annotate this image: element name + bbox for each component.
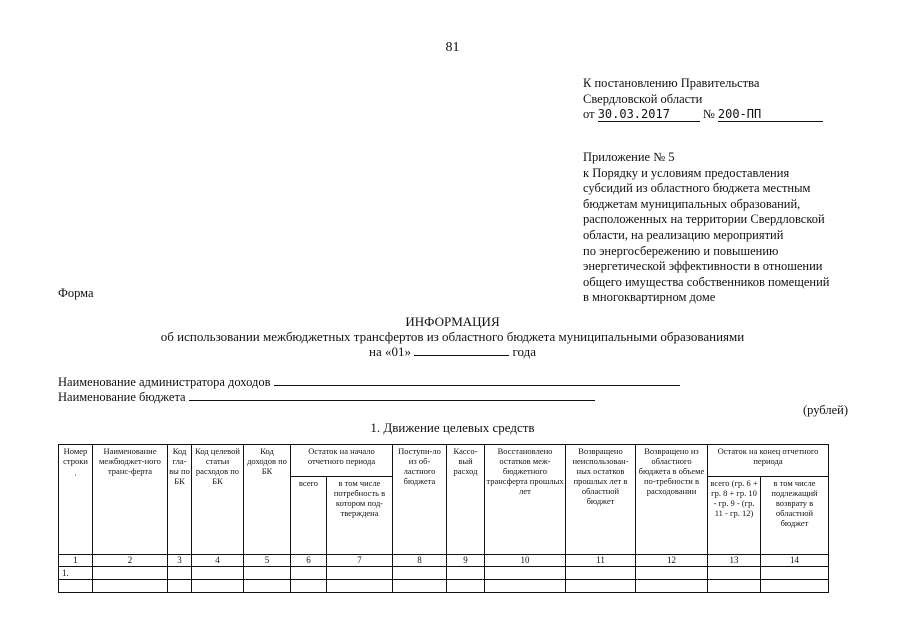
- table-cell[interactable]: [327, 580, 393, 593]
- appendix-line: к Порядку и условиям предоставления: [583, 165, 790, 180]
- header-row-number-text: Номер строки: [63, 446, 88, 466]
- header-opening-confirmed: в том числе потребность в котором под-тверждена: [327, 477, 393, 555]
- table-cell[interactable]: [761, 580, 829, 593]
- table-row: [59, 580, 829, 593]
- administrator-field: [58, 374, 680, 390]
- table-cell[interactable]: [447, 567, 485, 580]
- table-cell[interactable]: [485, 567, 566, 580]
- header-dot: ·: [74, 470, 77, 480]
- appendix-line: субсидий из областного бюджета местным: [583, 181, 811, 196]
- column-number: 7: [327, 555, 393, 567]
- header-closing-total: всего (гр. 6 + гр. 8 + гр. 10 - гр. 9 - (гр. 11 - гр. 12): [708, 477, 761, 555]
- table-cell[interactable]: [566, 580, 636, 593]
- header-returned-unused: Возвращено неиспользован-ных остатков прошлых лет в областной бюджет: [566, 445, 636, 555]
- column-number: 5: [244, 555, 291, 567]
- header-transfer-name: Наименование межбюджет-ного транс-ферта: [93, 445, 168, 555]
- column-number: 8: [393, 555, 447, 567]
- title-date-line: [0, 344, 905, 359]
- table-cell[interactable]: [93, 580, 168, 593]
- table-cell[interactable]: [761, 567, 829, 580]
- document-title: [0, 314, 905, 359]
- administrator-label: Наименование администратора доходов: [58, 375, 271, 389]
- column-number: 11: [566, 555, 636, 567]
- table-cell[interactable]: [168, 567, 192, 580]
- title-heading: ИНФОРМАЦИЯ: [405, 314, 500, 329]
- budget-field: [58, 389, 595, 405]
- header-received: Поступи-ло из об-ластного бюджета: [393, 445, 447, 555]
- table-cell[interactable]: [708, 580, 761, 593]
- resolution-reference: [583, 76, 823, 123]
- table-cell[interactable]: [93, 567, 168, 580]
- column-number: 12: [636, 555, 708, 567]
- header-income-code: Код доходов по БК: [244, 445, 291, 555]
- table-cell[interactable]: [393, 567, 447, 580]
- header-closing-balance: Остаток на конец отчетного периода: [708, 445, 829, 477]
- column-number: 2: [93, 555, 168, 567]
- column-number: 10: [485, 555, 566, 567]
- budget-label: Наименование бюджета: [58, 390, 186, 404]
- column-number: 13: [708, 555, 761, 567]
- header-closing-to-return: в том числе подлежащий возврату в областной бюджет: [761, 477, 829, 555]
- reference-date-line: [583, 107, 823, 123]
- table-row: [59, 567, 829, 580]
- appendix-line: бюджетам муниципальных образований,: [583, 196, 801, 211]
- column-number: 4: [192, 555, 244, 567]
- column-number: 1: [59, 555, 93, 567]
- title-date-suffix: года: [512, 344, 536, 359]
- reference-number: 200-ПП: [718, 107, 823, 122]
- appendix-line: по энергосбережению и повышению: [583, 243, 779, 258]
- section-title: 1. Движение целевых средств: [370, 420, 535, 435]
- row-label: 1.: [59, 567, 93, 580]
- reference-date: 30.03.2017: [598, 107, 700, 122]
- table-cell[interactable]: [192, 580, 244, 593]
- table-cell[interactable]: [327, 567, 393, 580]
- header-cash-expense: Кассо-вый расход: [447, 445, 485, 555]
- title-subheading: об использовании межбюджетных трансфертов из областного бюджета муниципальными образованиями: [160, 329, 745, 344]
- column-number: 9: [447, 555, 485, 567]
- table-cell[interactable]: [291, 567, 327, 580]
- units-label: (рублей): [802, 403, 848, 417]
- reference-line-1: К постановлению Правительства: [583, 76, 760, 90]
- title-date-prefix: на «01»: [368, 344, 411, 359]
- header-expense-code: Код целевой статьи расходов по БК: [192, 445, 244, 555]
- appendix-line: области, на реализацию мероприятий: [583, 227, 784, 242]
- budget-blank[interactable]: [189, 389, 595, 401]
- table-cell[interactable]: [447, 580, 485, 593]
- table-cell[interactable]: [636, 580, 708, 593]
- reference-number-prefix: №: [702, 107, 715, 121]
- reference-date-prefix: от: [583, 107, 595, 121]
- column-numbers-row: [59, 555, 829, 567]
- table-cell[interactable]: [192, 567, 244, 580]
- table-cell[interactable]: [244, 567, 291, 580]
- page-number: 81: [445, 40, 460, 55]
- table-cell[interactable]: [291, 580, 327, 593]
- table-cell[interactable]: [636, 567, 708, 580]
- header-returned-from-budget: Возвращено из областного бюджета в объеме по-требности в расходовании: [636, 445, 708, 555]
- column-number: 14: [761, 555, 829, 567]
- table-cell[interactable]: [393, 580, 447, 593]
- header-opening-total: всего: [291, 477, 327, 555]
- form-label: Форма: [58, 286, 94, 300]
- table-cell[interactable]: [485, 580, 566, 593]
- appendix-line: в многоквартирном доме: [583, 290, 716, 305]
- table-cell[interactable]: [168, 580, 192, 593]
- table-cell[interactable]: [59, 580, 93, 593]
- table-cell[interactable]: [244, 580, 291, 593]
- table-cell[interactable]: [708, 567, 761, 580]
- appendix-block: [583, 150, 903, 306]
- header-row-number: [59, 445, 93, 555]
- table-cell[interactable]: [566, 567, 636, 580]
- appendix-title: Приложение № 5: [583, 150, 675, 164]
- header-opening-balance: Остаток на начало отчетного периода: [291, 445, 393, 477]
- reference-line-2: Свердловской области: [583, 91, 703, 106]
- appendix-line: энергетической эффективности в отношении: [583, 259, 823, 274]
- column-number: 3: [168, 555, 192, 567]
- target-funds-table: [58, 444, 829, 593]
- header-restored: Восстановлено остатков меж-бюджетного трансферта прошлых лет: [485, 445, 566, 555]
- column-number: 6: [291, 555, 327, 567]
- title-date-blank[interactable]: [414, 344, 509, 356]
- administrator-blank[interactable]: [274, 374, 680, 386]
- appendix-line: расположенных на территории Свердловской: [583, 212, 825, 227]
- appendix-line: общего имущества собственников помещений: [583, 274, 830, 289]
- header-chapter-code: Код гла-вы по БК: [168, 445, 192, 555]
